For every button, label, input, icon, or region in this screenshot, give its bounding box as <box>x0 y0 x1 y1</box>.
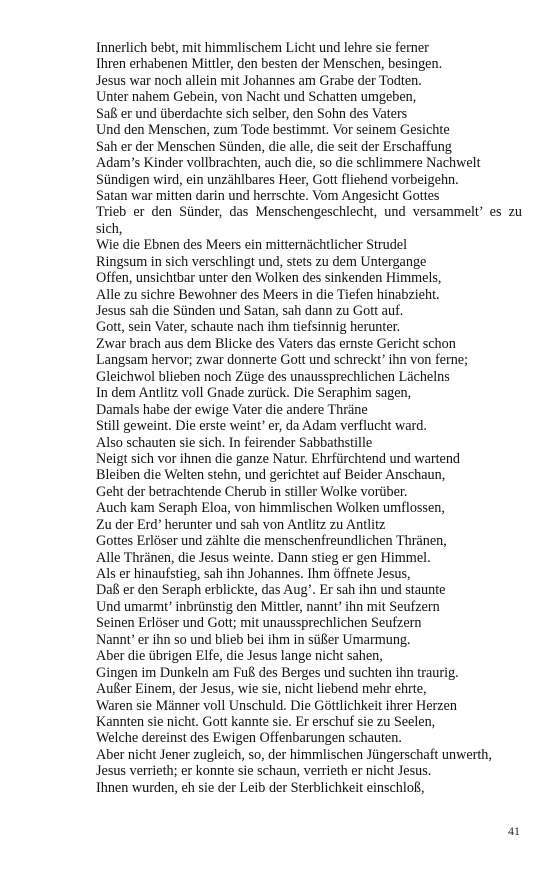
text-line-4: Unter nahem Gebein, von Nacht und Schatten umgeben, <box>96 89 417 106</box>
text-line-11: Trieb er den Sünder, das Menschengeschlecht, und versammelt’ es zu <box>96 204 522 221</box>
text-line-3: Jesus war noch allein mit Johannes am Grabe der Todten. <box>96 72 422 89</box>
text-line-15: Offen, unsichtbar unter den Wolken des sinkenden Himmels, <box>96 270 442 287</box>
text-line-34: Daß er den Seraph erblickte, das Aug’. Er sah ihn und staunte <box>96 582 446 599</box>
text-line-26: Neigt sich vor ihnen die ganze Natur. Ehrfürchtend und wartend <box>96 450 461 467</box>
text-line-35: Und umarmt’ inbrünstig den Mittler, nannt’ ihn mit Seufzern <box>96 598 440 615</box>
text-line-23: Damals habe der ewige Vater die andere Thräne <box>96 401 368 418</box>
text-line-42: Kannten sie nicht. Gott kannte sie. Er erschuf sie zu Seelen, <box>96 713 436 730</box>
text-line-30: Zu der Erd’ herunter und sah von Antlitz zu Antlitz <box>96 516 386 533</box>
text-line-46: Ihnen wurden, eh sie der Leib der Sterblichkeit einschloß, <box>96 779 425 796</box>
text-line-44: Aber nicht Jener zugleich, so, der himmlischen Jüngerschaft unwerth, <box>96 746 492 763</box>
text-line-36: Seinen Erlöser und Gott; mit unaussprechlichen Seufzern <box>96 615 422 632</box>
text-line-39: Gingen im Dunkeln am Fuß des Berges und suchten ihn traurig. <box>96 664 459 681</box>
text-line-2: Ihren erhabenen Mittler, den besten der Menschen, besingen. <box>96 56 443 73</box>
text-line-37: Nannt’ er ihn so und blieb bei ihm in süßer Umarmung. <box>96 631 411 648</box>
text-line-40: Außer Einem, der Jesus, wie sie, nicht liebend mehr ehrte, <box>96 681 427 698</box>
text-line-16: Alle zu sichre Bewohner des Meers in die Tiefen hinabzieht. <box>96 286 440 303</box>
text-line-10: Satan war mitten darin und herrschte. Vom Angesicht Gottes <box>96 187 440 204</box>
text-line-14: Ringsum in sich verschlingt und, stets zu dem Untergange <box>96 253 427 270</box>
text-line-7: Sah er der Menschen Sünden, die alle, die seit der Erschaffung <box>96 138 452 155</box>
text-line-19: Zwar brach aus dem Blicke des Vaters das ernste Gericht schon <box>96 335 456 352</box>
text-line-1: Innerlich bebt, mit himmlischem Licht und lehre sie ferner <box>96 40 429 56</box>
text-line-20: Langsam hervor; zwar donnerte Gott und schreckt’ ihn von ferne; <box>96 352 469 369</box>
text-line-9: Sündigen wird, ein unzählbares Heer, Gott fliehend vorbeigehn. <box>96 171 459 188</box>
text-line-8: Adam’s Kinder vollbrachten, auch die, so die schlimmere Nachwelt <box>96 155 481 172</box>
text-line-45: Jesus verrieth; er konnte sie schaun, verrieth er nicht Jesus. <box>96 763 432 780</box>
text-line-21: Gleichwol blieben noch Züge des unaussprechlichen Lächelns <box>96 368 450 385</box>
text-line-28: Geht der betrachtende Cherub in stiller Wolke vorüber. <box>96 483 408 500</box>
text-line-43: Welche dereinst des Ewigen Offenbarungen schauten. <box>96 730 402 747</box>
text-line-31: Gottes Erlöser und zählte die menschenfreundlichen Thränen, <box>96 533 447 550</box>
text-line-41: Waren sie Männer voll Unschuld. Die Göttlichkeit ihrer Herzen <box>96 697 457 714</box>
page-number: 41 <box>508 824 520 838</box>
text-line-25: Also schauten sie sich. In feirender Sabbathstille <box>96 434 373 451</box>
text-line-29: Auch kam Seraph Eloa, von himmlischen Wolken umflossen, <box>96 500 445 517</box>
text-line-17: Jesus sah die Sünden und Satan, sah dann zu Gott auf. <box>96 303 404 319</box>
text-line-13: Wie die Ebnen des Meers ein mitternächtlicher Strudel <box>96 237 408 254</box>
text-line-38: Aber die übrigen Elfe, die Jesus lange nicht sahen, <box>96 648 383 665</box>
text-line-33: Als er hinaufstieg, sah ihn Johannes. Ihm öffnete Jesus, <box>96 566 411 582</box>
text-line-27: Bleiben die Welten stehn, und gerichtet auf Beider Anschaun, <box>96 467 446 484</box>
text-line-6: Und den Menschen, zum Tode bestimmt. Vor seinem Gesichte <box>96 122 450 139</box>
text-line-22: In dem Antlitz voll Gnade zurück. Die Seraphim sagen, <box>96 385 412 402</box>
text-line-32: Alle Thränen, die Jesus weinte. Dann stieg er gen Himmel. <box>96 549 431 566</box>
text-line-12: sich, <box>96 220 123 237</box>
page-body <box>96 40 522 796</box>
text-line-5: Saß er und überdachte sich selber, den Sohn des Vaters <box>96 105 408 122</box>
text-line-24: Still geweint. Die erste weint’ er, da Adam verflucht ward. <box>96 418 427 435</box>
text-line-18: Gott, sein Vater, schaute nach ihm tiefsinnig herunter. <box>96 319 401 336</box>
